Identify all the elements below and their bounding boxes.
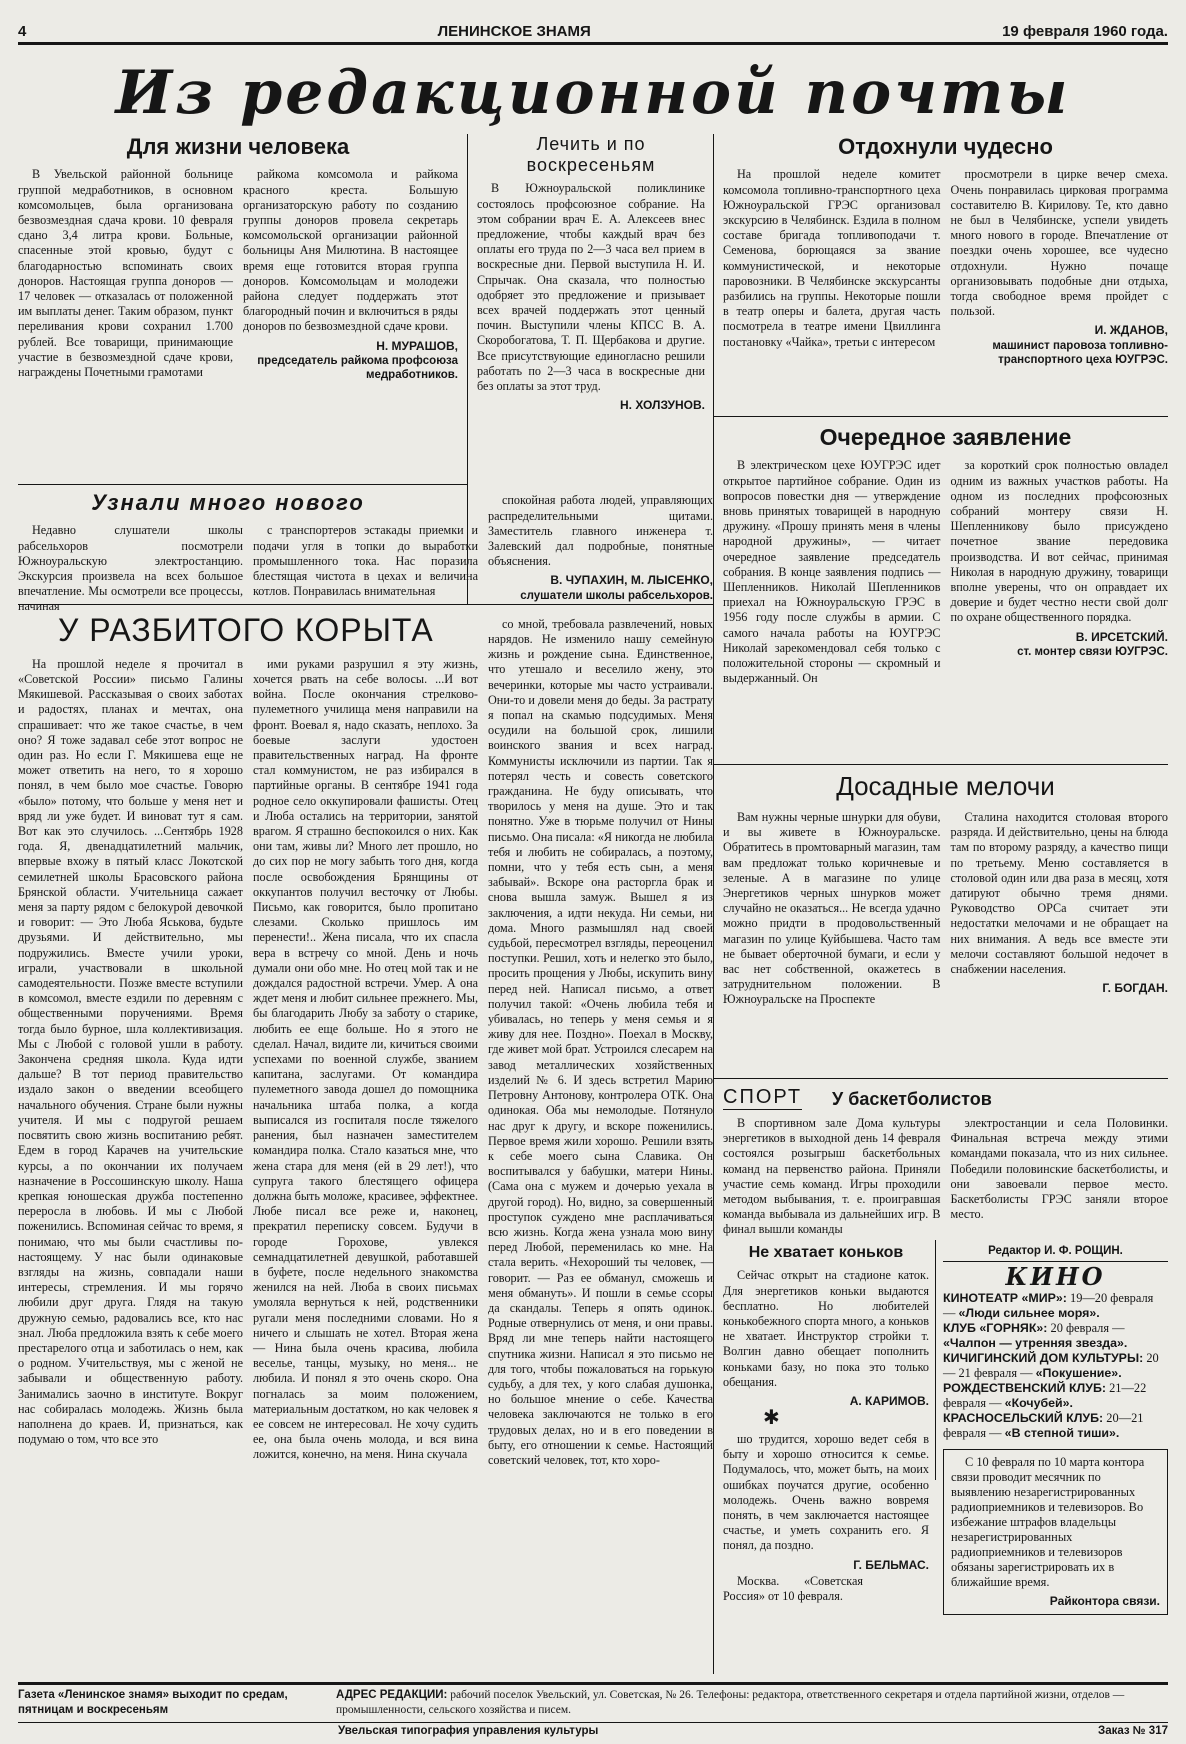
article-text: В спортивном зале Дома культуры энергетиков в выходной день 14 февраля состоялся розыгрыш баскетбольных команд на первенство района. Приняли участие семь команд. Игры проходили методом выбывания, т. е. проигравшая команда выбывала из дальнейших игр. В финал вышли команды xyxy=(723,1116,941,1237)
article-text: просмотрели в цирке вечер смеха. Очень понравилась цирковая программа составителю В. Кирилову. Те, кто давно не был в Челябинске, успели увидеть много нового в городе. Впечатление от поездки очень хорошее, все чудесно отдохнули. Нужно почаще организовывать подобные дни отдыха, тогда свободное время пройдет с пользой. xyxy=(950,167,1168,319)
address-text: рабочий поселок Увельский, ул. Советская, № 26. Телефоны: редактора, ответственного секретаря и отдела партийной жизни, отделов — промышленности, сельского хозяйства и писем. xyxy=(336,1689,1125,1716)
article-source: Москва. «Советская Россия» от 10 февраля. xyxy=(723,1573,863,1603)
signature-title: слушатели школы рабсельхоров. xyxy=(520,589,713,602)
divider xyxy=(18,484,467,485)
article-text: Сейчас открыт на стадионе каток. Для энергетиков коньки выдаются бесплатно. Но любителей конькобежного спорта много, а коньков не хватает. Инструктор стройки т. Волгин давно обещает пополнить коньками базу, но пока это только обещания. xyxy=(723,1268,929,1389)
article-title: Не хватает коньков xyxy=(748,1244,904,1261)
divider xyxy=(713,416,1168,417)
divider xyxy=(713,764,1168,765)
notice-box xyxy=(943,1449,1168,1615)
section-banner: Из редакционной почты xyxy=(115,58,1071,128)
kino-listing xyxy=(943,1291,1168,1441)
signature: В. ЧУПАХИН, М. ЛЫСЕНКО, xyxy=(550,573,713,588)
editor-line: Редактор И. Ф. РОЩИН. xyxy=(943,1244,1168,1262)
signature: И. ЖДАНОВ, xyxy=(1094,323,1168,338)
article-text: с транспортеров эстакады приемки и подачи угля в топки до выработки промышленного тока. Нас поразила блестящая чистота в цехах и величина котлов. Понравилась внимательная xyxy=(253,523,478,599)
signature: Г. БОГДАН. xyxy=(1102,981,1168,996)
column-rule xyxy=(935,1240,936,1480)
publication-schedule: Газета «Ленинское знамя» выходит по средам, пятницам и воскресеньям xyxy=(18,1689,288,1716)
kino-item: РОЖДЕСТВЕНСКИЙ КЛУБ: 21—22 февраля — «Кочубей». xyxy=(943,1381,1147,1410)
article-title: Для жизни человека xyxy=(126,134,350,159)
sport-section xyxy=(723,1086,1168,1236)
article-title: У баскетболистов xyxy=(832,1089,992,1109)
article-text: райкома комсомола и райкома красного креста. Большую организаторскую работу по созданию группы доноров провела секретарь комсомольской организации районной больницы Аня Милютина. В настоящее время еще готовится вторая группа доноров. Комсомольцам и молодежи района следует поддержать этот благородный почин и включиться в ряды доноров по безвозмездной сдаче крови. xyxy=(243,167,458,334)
footer-rule xyxy=(18,1682,1168,1685)
footer-rule xyxy=(18,1722,1168,1723)
article-text: шо трудится, хорошо ведет себя в быту и хорошо относится к семье. Подумалось, что, может быть, на моих ошибках поучатся другие, особенно молодежь. Очень важно вовремя понять, в чем заключается настоящее счастье, и уметь сохранить его. Я понял, да поздно. xyxy=(723,1432,929,1553)
article-title: Очередное заявление xyxy=(819,424,1072,450)
article-text: В Южноуральской поликлинике состоялось профсоюзное собрание. На этом собрании врач Е. А. Алексеев внес предложение, чтобы каждый врач без оплаты его труда по 2—3 часа вел прием в воскресные дни. Первой выступила Н. И. Спрычак. Она сказала, что полностью одобряет это предложение и призывает всех врачей поддержать этот ценный почин. Выступили члены КПСС В. А. Скоробогатова, Т. П. Щербакова и другие. Все присутствующие единогласно решили работать по 2—3 часа в воскресные дни без оплаты за этот труд. xyxy=(477,181,705,394)
article-sunday-clinic xyxy=(477,134,705,478)
article-broken-trough xyxy=(18,612,713,1674)
article-title: Лечить и по воскресеньям xyxy=(526,134,656,175)
footer xyxy=(18,1688,1168,1718)
issue-date: 19 февраля 1960 года. xyxy=(1002,23,1168,40)
signature-title: председатель райкома профсоюза медработников. xyxy=(257,354,458,381)
page-number: 4 xyxy=(18,23,27,40)
editorial-address xyxy=(336,1688,1168,1718)
printer: Увельская типография управления культуры xyxy=(338,1725,599,1737)
article-title: У РАЗБИТОГО КОРЫТА xyxy=(58,612,434,648)
article-text: электростанции и села Половинки. Финальная встреча между этими командами показала, что из них сильнее. Победили половинские баскетболисты, и они завоевали первое место. Баскетболисты ГРЭС заняли второе место. xyxy=(950,1116,1168,1222)
address-label: АДРЕС РЕДАКЦИИ: xyxy=(336,1689,448,1701)
article-title: Узнали много нового xyxy=(91,490,365,515)
article-text: за короткий срок полностью овладел одним из важных участков работы. На одном из последних профсоюзных собраний монтеру связи Н. Шепленникову было присуждено почетное звание передовика производства. И вот сейчас, принимая Николая в народную дружину, товарищи вполне уверены, что он оправдает их доверие и будет честно нести свой долг по охране общественного порядка. xyxy=(950,458,1168,625)
article-volunteer-patrol xyxy=(723,424,1168,760)
signature: Н. ХОЛЗУНОВ. xyxy=(619,398,705,413)
article-title: Отдохнули чудесно xyxy=(838,134,1053,159)
article-text: В Увельской районной больнице группой медработников, в основном комсомольцев, была организована безвозмездная сдача крови. 10 февраля сдано 3,4 литра крови. Больные, спасенные этой кровью, будут с благодарностью вспоминать своих доноров. Настоящая группа доноров — 17 человек — отказалась от положенной им выплаты денег. Таким образом, пункт переливания крови сохранил 1.700 рублей. Все товарищи, принимающие участие в безвозмездной сдаче крови, награждены Почетными грамотами xyxy=(18,167,233,379)
signature-title: ст. монтер связи ЮУГРЭС. xyxy=(1017,645,1168,658)
kino-item: КРАСНОСЕЛЬСКИЙ КЛУБ: 20—21 февраля — «В степной тиши». xyxy=(943,1411,1144,1440)
article-text: На прошлой неделе я прочитал в «Советской России» письмо Галины Мякишевой. Рассказывая о своих заботах и радостях, планах и мечтах, она спрашивает: что же такое счастье, в чем оно? Я тоже задавал себе этот вопрос не один раз. Но если Г. Мякишева еще не может ответить на него, то я хорошо понял, в чем было мое счастье. Говорю «было» потому, что больше у меня нет и вряд ли уже будет. И виноват тут я сам. Вот как это случилось. ...Сентябрь 1928 года. Я, двенадцатилетний мальчик, впервые вхожу в пятый класс Локотской семилетней школы Брасовского района Брянской области. Учительница сажает меня за парту рядом с белокурой девочкой и говорит: — Это Люба Яськова, будьте друзьями. И действительно, мы подружились. Вместе учили уроки, играли, участвовали в школьной самодеятельности. Позже вместе вступили в комсомол, вместе ездили по деревням с общественными поручениями. Время тогда было бурное, шла коллективизация. Мы с Любой с головой ушли в работу. Закончена средняя школа. Куда идти дальше? В тот период правительство издало закон о введении всеобщего начального обучения. Стране были нужны учителя. И мы с подругой решаем посвятить свою жизнь воспитанию ребят. Едем в город Карачев на учительские курсы, а по окончании их получаем назначение в Россошинскую школу. Наша крепкая юношеская дружба постепенно переросла в любовь. И мы с Любой поженились. Вспоминая сейчас то время, я понимаю, что мы были счастливы по-настоящему. У нас были одинаковые взгляды на жизнь, совпадали наши интересы, стремления. И мы горячо любили друг друга. Глядя на такую дружную семью, радовались все, кто нас знал. Люба предложила взять к себе моего престарелого отца и заботилась о нем, как о родном. Учительствуя, мы с женой не забывали и общественную работу. Занимались заочно в институте. Вокруг нас собиралась молодежь. Жизнь была наполнена до краев. И, признаться, как подумаю о том, что все это xyxy=(18,656,243,1447)
notice-signature: Райконтора связи. xyxy=(1049,1594,1160,1608)
notice-text: С 10 февраля по 10 марта контора связи проводит месячник по выявлению незарегистрированных радиоприемников и телевизоров. Во избежание штрафов владельцы незарегистрированных радиоприемников и телевизоров обязаны зарегистрировать их в ближайшие время. xyxy=(951,1455,1145,1589)
article-text: Сталина находится столовая второго разряда. И действительно, цены на блюда там по второму разряду, а качество пищи по третьему. Меню составляется в столовой один или два раза в месяц, хотя датируют обычно тремя днями. Руководство ОРСа считает эти недостатки мелочами и не обращает на них внимания. А ведь все вместе эти мелочи составляют большой недочет в снабжении населения. xyxy=(950,809,1168,976)
kino-title: КИНО xyxy=(1005,1262,1106,1291)
signature: Н. МУРАШОВ, xyxy=(376,338,458,353)
column-rule xyxy=(713,134,714,604)
kino-item: КИЧИГИНСКИЙ ДОМ КУЛЬТУРЫ: 20 — 21 февраля — «Покушение». xyxy=(943,1351,1159,1380)
article-power-station-tour xyxy=(18,490,713,614)
newspaper-name: ЛЕНИНСКОЕ ЗНАМЯ xyxy=(437,23,591,40)
order-number: Заказ № 317 xyxy=(1097,1725,1168,1737)
listings-column xyxy=(943,1244,1168,1674)
sport-label: СПОРТ xyxy=(723,1086,803,1108)
article-text: ими руками разрушил я эту жизнь, хочется рвать на себе волосы. ...И вот война. После окончания стрелково-пулеметного училища меня направили на фронт. Воевал я, надо сказать, неплохо. За боевые заслуги удостоен правительственных наград. На фронте стал коммунистом, не раз избирался в партийные органы. В сентябре 1941 года родное село оккупировали фашисты. Отец и Люба остались на территории, занятой врагом. Я страшно беспокоился о них. Как они там, живы ли? Много лет прошло, но до сих пор не могу забыть того дня, когда после освобождения Брянщины от оккупантов получил весточку от Любы. Письмо, как говорится, было пропитано слезами. Сколько пришлось им перенести!.. Жена писала, что их спасла вера в встречу со мной. День и ночь думали они обо мне. Но отец мой так и не дождался радостной встречи. Умер. А она ждет меня и любит сильнее прежнего. Мы, бы благодарить Любу за заботу о старике, любить ее еще больше. Но я этого не сделал. Начал, видите ли, кичиться своими успехами по военной службе, званием капитана, заслугами. От командира пулеметного завода дошел до помощника начальника штаба полка, а когда выписался из госпиталя после тяжелого ранения, был назначен заместителем командира полка. Стало казаться мне, что жена стара для меня (ей в 29 лет!), что супруга такого блестящего офицера должна быть моложе, красивее, эффектнее. Любе писал все реже и, наконец, прекратил переписку совсем. Будучи в городе Горохове, увлекся семнадцатилетней девушкой, работавшей в буфете, после недельного знакомства женился на ней. Люба в своих письмах умоляла вернуться к ней, родственники ругали меня последними словами. Но я ничего и слышать не хотел. Вторая жена — Нина была очень красива, любила веселье, танцы, музыку, но меня... не любила. И понял я это очень скоро. Она погналась за моим положением, материальным достатком, но как человек я ее совсем не интересовал. Не хочу судить ее, она была очень молода, и вся вина ложится, конечно, на меня. Нина скучала xyxy=(253,656,478,1462)
article-text: Вам нужны черные шнурки для обуви, и вы живете в Южноуральске. Обратитесь в промтоварный магазин, там вам предложат только коричневые и зеленые. А в магазине по улице Энергетиков черных шнурков может случайно не оказаться... Не всегда удачно можно придти в продовольственный магазин по улице Куйбышева. Часто там не бывает оберточной бумаги, и если у вас нет собственной, окажетесь в затруднительном положении. В Южноуральске на Проспекте xyxy=(723,809,941,1007)
article-text: со мной, требовала развлечений, новых нарядов. Не изменило нашу семейную жизнь и рождение сына. Единственное, что утешало и веселило жену, это вечеринки, которые мы часто устраивали. Они-то и довели меня до беды. За растрату я попал на скамью подсудимых. Меня осудили на большой срок, лишили воинского звания и всех наград. Коммунисты исключили из партии. Так я потерял честь и совесть советского гражданина. Не буду описывать, что творилось у меня на душе. Это и так понятно. Уже в тюрьме получил от Нины письмо. Она писала: «Я никогда не любила тебя и любить не собиралась, а поэтому, помни, что у тебя есть сын, а меня забывай». Вскоре она расторгла брак и снова вышла замуж. Вышел я из заключения, а идти некуда. Ни семьи, ни дома. Много размышлял над своей судьбой, пересмотрел взгляды, переоценил поступки. Решил, хоть и нелегко это было, просить прощения у Любы, искупить вину перед ней. Написал письмо, а ответ получил такой: «Очень любила тебя и убивалась, но теперь у меня семья и я живу для нее. Поздно». Поехал в Москву, где живет мой брат. Устроился слесарем на завод металлических хозяйственных изделий № 6. И здесь встретил Марию Петровну Антонову, контролера ОТК. Она одинокая. Оба мы немолодые. Потянуло нас друг к другу, и вскоре поженились. Первое время жили хорошо. Решили взять к себе моего сына Славика. Он воспитывался у бабушки, матери Нины. (Сама она с мужем и дочерью уехала в другой город). Но, видно, за совершенный проступок суждено мне расплачиваться всю жизнь. Когда жена узнала мою вину перед Любой, переменилась ко мне. На стала верить. «Нехороший ты человек, — говорит. — Раз ее обманул, сможешь и меня обмануть». И пошли в семье ссоры да скандалы. Теперь я опять одинок. Родные отвернулись от меня, и они правы. Вряд ли мне теперь найти настоящего спутника жизни. Написал я это письмо не для того, чтобы пожаловаться на горькую судьбу, а для тех, у кого слабая душонка, но большое мнение о себе. Качества человека заключаются не только в его трудовых делах, но и в его поведении в быту, его отношении к семье. Настоящий советский человек, тот, кто хоро- xyxy=(488,616,713,1467)
article-excursion xyxy=(723,134,1168,410)
article-title: Досадные мелочи xyxy=(836,771,1055,801)
asterisk-divider: ✱ xyxy=(763,1407,780,1430)
article-blood-donors xyxy=(18,134,458,478)
article-text: В электрическом цехе ЮУГРЭС идет открытое партийное собрание. Один из вопросов повестки дня — утверждение вновь принятых товарищей в народную дружину. «Прошу принять меня в члены народной дружины», — читает очередное заявление председатель собрания. В конце заявления подпись — Шепленников. Николай Шепленников приехал на Южноуральскую ГРЭС в 1956 году после службы в армии. С самого начала работы на ЮУГРЭС Николай зарекомендовал себя только с положительной стороны — скромный и выдержанный. Он xyxy=(723,458,941,686)
signature: Г. БЕЛЬМАС. xyxy=(853,1557,929,1572)
article-annoying-trifles xyxy=(723,772,1168,1072)
article-text: спокойная работа людей, управляющих распределительными щитами. Заместитель главного инженера т. Залевский дал подробные, понятные объяснения. xyxy=(488,493,713,569)
kino-item: КИНОТЕАТР «МИР»: 19—20 февраля — «Люди сильнее моря». xyxy=(943,1291,1154,1320)
top-rule xyxy=(18,42,1168,45)
signature: В. ИРСЕТСКИЙ. xyxy=(1075,629,1168,644)
article-skates xyxy=(723,1244,929,1674)
running-head xyxy=(18,14,1168,40)
signature-title: машинист паровоза топливно-транспортного цеха ЮУГРЭС. xyxy=(992,339,1168,366)
article-text: Недавно слушатели школы рабсельхоров посмотрели Южноуральскую электростанцию. Экскурсия произвела на всех большое впечатление. Мы осмотрели все процессы, начиная xyxy=(18,523,243,614)
divider xyxy=(713,1078,1168,1079)
imprint xyxy=(18,1724,1168,1739)
article-text: На прошлой неделе комитет комсомола топливно-транспортного цеха Южноуральской ГРЭС организовал экскурсию в Челябинск. Ездила в полном составе бригада топливоподачи т. Семенова, борющаяся за звание коммунистической, и некоторые паровозники. В Челябинске экскурсанты разбились на группы. Некоторые пошли в театр оперы и балета, другая часть посмотрела в театре имени Цвиллинга постановку «Чайка», третьи с интересом xyxy=(723,167,941,349)
kino-item: КЛУБ «ГОРНЯК»: 20 февраля — «Чалпон — утренняя звезда». xyxy=(943,1321,1128,1350)
signature: А. КАРИМОВ. xyxy=(849,1394,929,1409)
